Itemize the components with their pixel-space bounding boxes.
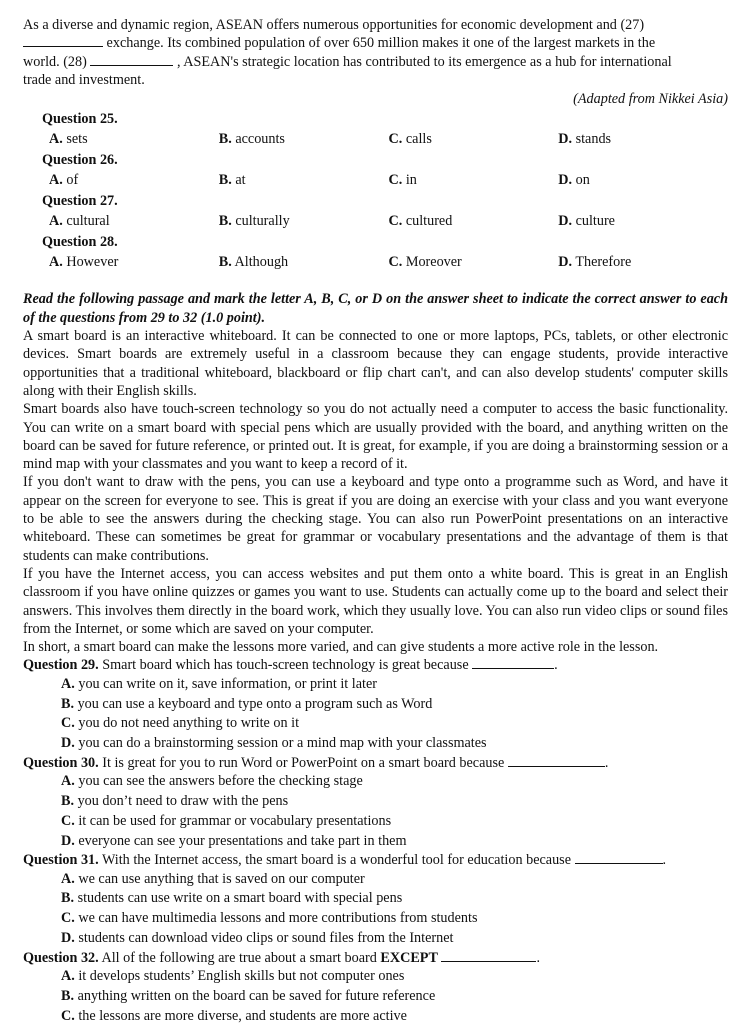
question-title: Question 27. [42, 193, 118, 210]
answer-option[interactable] [61, 832, 728, 852]
option-text: the lessons are more diverse, and students are more active [74, 1007, 407, 1024]
answer-option[interactable] [61, 1007, 728, 1027]
answer-option[interactable] [219, 252, 389, 272]
option-letter: B. [218, 172, 232, 189]
passage-paragraph: A smart board is an interactive whiteboard. It can be connected to one or more laptops, PCs, tablets, or other electronic devices. Smart boards are extremely useful in a classroom because they can engage students, provide interactive opportunities that a traditional whiteboard, blackboard or flip chart can't, and can also develop students' computer skills along with their English skills. [23, 328, 728, 399]
passage-paragraph: In short, a smart board can make the lessons more varied, and can give students a more active role in the lesson. [23, 639, 659, 656]
passage-line: As a diverse and dynamic region, ASEAN offers numerous opportunities for economic development and (27) [23, 17, 645, 33]
option-letter: C. [388, 131, 403, 148]
question-text: It is great for you to run Word or PowerPoint on a smart board because [98, 754, 508, 771]
option-letter: A. [49, 254, 63, 271]
option-letter: C. [388, 213, 403, 230]
option-text: everyone can see your presentations and take part in them [74, 832, 407, 849]
option-letter: D. [61, 832, 75, 849]
passage-asean [23, 16, 728, 108]
option-text: at [231, 172, 246, 189]
question-number: Question 31. [23, 852, 99, 869]
answer-option[interactable] [61, 967, 728, 987]
option-text: we can use anything that is saved on our computer [74, 870, 365, 887]
passage-text: world. (28) [23, 53, 91, 70]
passage-paragraph: Smart boards also have touch-screen technology so you do not actually need a computer to access the basic functionality. You can write on a smart board with special pens which are usually provided with the board, and anything written on the board can be saved for future reference, or printed out. It is great, for example, if you are doing a brainstorming session or a mind map with your classmates and you want to keep a record of it. [23, 401, 728, 473]
answer-blank [441, 949, 536, 962]
option-letter: B. [61, 793, 75, 809]
answer-blank [575, 851, 663, 864]
option-letter: A. [49, 172, 63, 189]
question-number: Question 32. [23, 949, 99, 966]
option-letter: D. [558, 172, 573, 189]
question-number: Question 30. [23, 754, 99, 771]
answer-option[interactable] [61, 695, 728, 715]
option-letter: B. [218, 131, 232, 148]
passage-smart-board [23, 327, 728, 656]
option-text: you don’t need to draw with the pens [74, 793, 289, 809]
question-block [23, 949, 728, 1027]
answer-option[interactable] [219, 129, 389, 149]
option-text: you can see the answers before the checking stage [74, 773, 363, 790]
question-stem: Question 30. It is great for you to run Word or PowerPoint on a smart board because . [23, 754, 609, 771]
option-letter: B. [61, 695, 75, 712]
answer-option[interactable] [61, 714, 728, 734]
option-letter: C. [388, 254, 403, 271]
option-text: However [62, 254, 119, 271]
option-text: Therefore [572, 254, 632, 271]
question-title: Question 28. [42, 234, 118, 251]
answer-blank [472, 656, 554, 669]
answer-option[interactable] [61, 734, 728, 754]
option-letter: C. [61, 910, 75, 927]
answer-option[interactable] [61, 772, 728, 792]
answer-option[interactable] [61, 929, 728, 949]
option-text: students can download video clips or sound files from the Internet [74, 930, 454, 947]
option-letter: B. [218, 254, 232, 271]
answer-option[interactable] [49, 252, 219, 272]
options-row [49, 129, 728, 149]
answer-option[interactable] [558, 129, 728, 149]
options-row [49, 170, 728, 190]
option-text: it develops students’ English skills but not computer ones [74, 968, 405, 985]
option-text: culturally [231, 213, 290, 230]
reading-instruction: Read the following passage and mark the letter A, B, C, or D on the answer sheet to indicate the correct answer to each of the questions from 29 to 32 (1.0 point). [23, 291, 728, 326]
answer-option[interactable] [558, 170, 728, 190]
question-text: Smart board which has touch-screen technology is great because [98, 657, 473, 674]
option-letter: C. [61, 1007, 75, 1024]
option-text: cultured [402, 213, 453, 230]
answer-option[interactable] [389, 211, 559, 231]
answer-option[interactable] [389, 170, 559, 190]
option-text: on [572, 172, 590, 189]
passage-paragraph: If you don't want to draw with the pens, you can use a keyboard and type onto a programme such as Word, and have it appear on the screen for everyone to see. This is great if you are doing an exercise with your class and you want everyone to be able to see the answers during the checking stage. You can also run PowerPoint presentations on an interactive whiteboard. These can sometimes be great for grammar or vocabulary presentations and the advantage of them is that students can make contributions. [23, 474, 728, 564]
option-letter: D. [61, 930, 75, 947]
option-letter: C. [388, 172, 403, 189]
question-block [23, 656, 728, 753]
option-letter: D. [558, 213, 573, 230]
option-text: in [402, 172, 417, 189]
answer-option[interactable] [61, 812, 728, 832]
option-text: you can do a brainstorming session or a mind map with your classmates [74, 735, 487, 752]
option-text: it can be used for grammar or vocabulary presentations [74, 812, 392, 829]
answer-option[interactable] [558, 211, 728, 231]
answer-option[interactable] [389, 252, 559, 272]
question-stem: Question 32. All of the following are true about a smart board EXCEPT . [23, 949, 541, 966]
question-number: Question 29. [23, 657, 99, 674]
option-letter: A. [61, 675, 75, 692]
answer-option[interactable] [49, 170, 219, 190]
answer-option[interactable] [61, 987, 728, 1007]
answer-option[interactable] [389, 129, 559, 149]
option-text: you do not need anything to write on it [74, 715, 300, 732]
passage-text: , ASEAN's strategic location has contributed to its emergence as a hub for international [173, 53, 672, 70]
option-letter: A. [61, 870, 75, 887]
option-letter: B. [61, 987, 75, 1004]
answer-option[interactable] [219, 170, 389, 190]
options-row [49, 211, 728, 231]
answer-option[interactable] [61, 675, 728, 695]
question-text: All of the following are true about a smart board [98, 949, 381, 966]
source-citation: (Adapted from Nikkei Asia) [573, 91, 728, 108]
option-letter: A. [49, 213, 63, 230]
answer-option[interactable] [219, 211, 389, 231]
passage-text: exchange. Its combined population of over 650 million makes it one of the largest markets in the [103, 35, 656, 52]
answer-option[interactable] [61, 889, 728, 909]
option-letter: D. [61, 735, 75, 752]
answer-blank-27 [23, 34, 103, 47]
answer-option[interactable] [49, 211, 219, 231]
option-text: calls [402, 131, 432, 148]
question-text: With the Internet access, the smart board is a wonderful tool for education because [98, 852, 575, 869]
option-text: we can have multimedia lessons and more contributions from students [74, 910, 478, 927]
option-text: culture [572, 213, 615, 230]
option-text: you can write on it, save information, or print it later [74, 675, 377, 692]
multiple-choice-questions [23, 109, 728, 272]
option-text: anything written on the board can be saved for future reference [74, 987, 436, 1004]
question-block [23, 754, 728, 851]
answer-blank-28 [90, 53, 173, 66]
passage-line [23, 34, 728, 52]
option-text: accounts [231, 131, 285, 148]
answer-option[interactable] [61, 870, 728, 890]
option-text: you can use a keyboard and type onto a program such as Word [74, 695, 433, 712]
question-title: Question 26. [42, 152, 118, 169]
option-text: stands [572, 131, 612, 148]
option-text: sets [62, 131, 88, 148]
option-letter: C. [61, 812, 75, 829]
option-letter: A. [61, 968, 75, 985]
passage-line: trade and investment. [23, 71, 145, 88]
answer-option[interactable] [558, 252, 728, 272]
option-text: of [62, 172, 79, 189]
options-row [49, 252, 728, 272]
passage-line [23, 53, 728, 71]
option-letter: B. [218, 213, 232, 230]
option-text: cultural [62, 213, 110, 230]
answer-option[interactable] [61, 909, 728, 929]
answer-option[interactable] [61, 792, 728, 812]
answer-blank [508, 754, 605, 767]
option-letter: D. [558, 131, 573, 148]
document-page [23, 16, 728, 1027]
question-emphasis: EXCEPT [380, 949, 438, 966]
option-letter: C. [61, 715, 75, 732]
question-stem: Question 29. Smart board which has touch-screen technology is great because . [23, 657, 558, 674]
option-letter: A. [49, 131, 63, 148]
answer-option[interactable] [49, 129, 219, 149]
option-text: Although [231, 254, 289, 271]
passage-paragraph: If you have the Internet access, you can access websites and put them onto a white board. This is great in an English classroom if you have online quizzes or games you want to use. Students can actually come up to the board and select their answers. This involves them directly in the board work, which they usually love. You can also run video clips or sound files from the Internet, or some which are saved on your computer. [23, 565, 728, 637]
question-stem: Question 31. With the Internet access, the smart board is a wonderful tool for education because . [23, 852, 667, 869]
option-letter: B. [61, 890, 75, 907]
option-letter: A. [61, 773, 75, 790]
option-letter: D. [558, 254, 573, 271]
reading-questions [23, 656, 728, 1026]
option-text: Moreover [402, 254, 462, 271]
option-text: students can use write on a smart board with special pens [74, 890, 403, 907]
question-title: Question 25. [42, 111, 118, 128]
question-block [23, 851, 728, 948]
